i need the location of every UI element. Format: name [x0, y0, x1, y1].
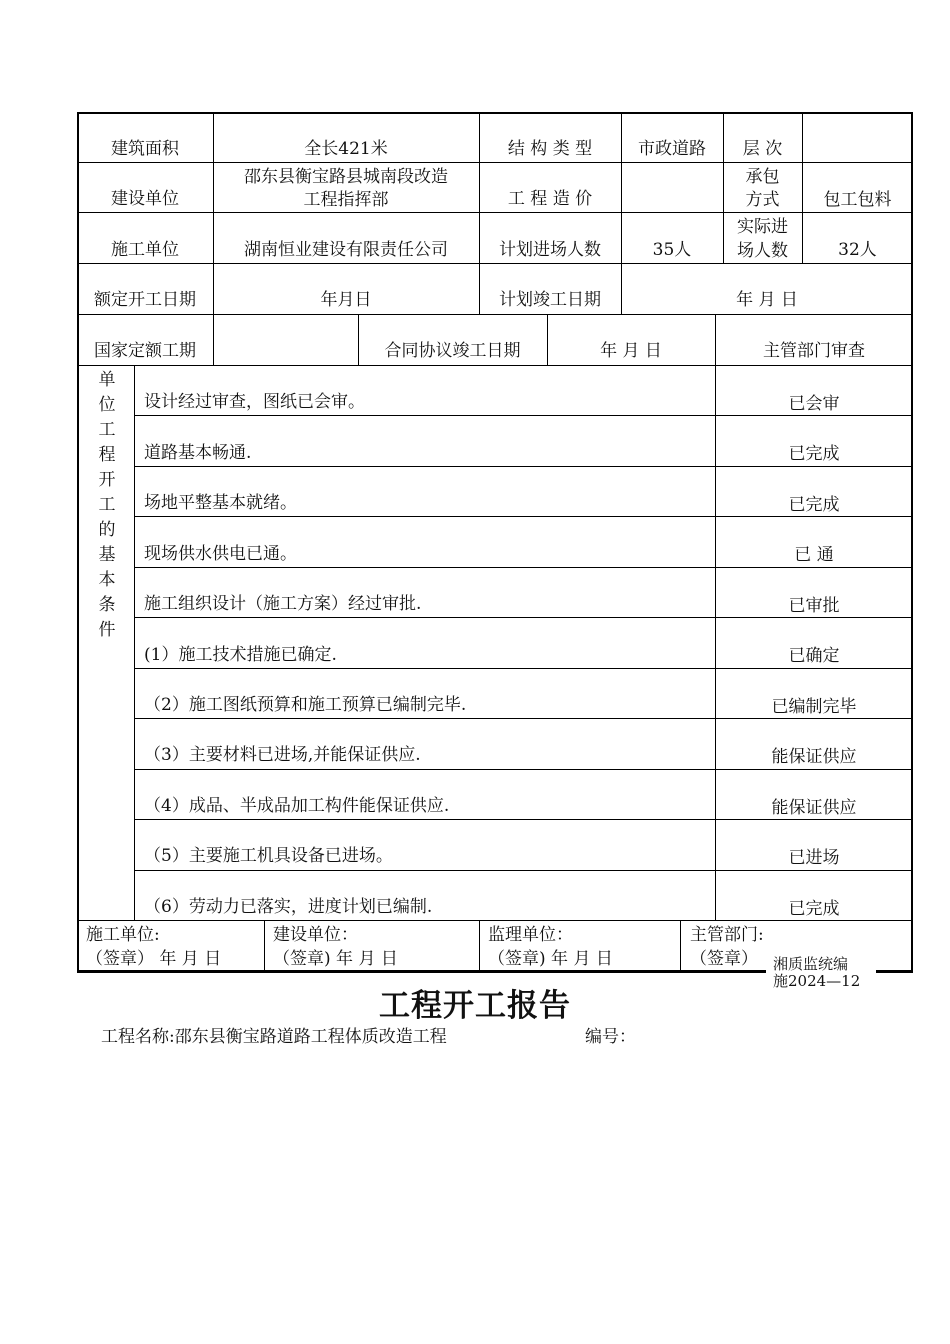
row-divider: [134, 819, 913, 820]
row-divider: [134, 567, 913, 568]
condition-status: 已编制完毕: [771, 697, 857, 717]
condition-text: （4）成品、半成品加工构件能保证供应.: [144, 796, 450, 816]
project-name: 工程名称:邵东县衡宝路道路工程体质改造工程: [101, 1027, 447, 1047]
conditions-label-char: 工: [98, 420, 116, 440]
condition-text: 场地平整基本就绪。: [144, 493, 297, 513]
condition-text: （3）主要材料已进场,并能保证供应.: [144, 745, 421, 765]
builder-value-line2: 工程指挥部: [303, 190, 389, 210]
actual-people-label-line2: 场人数: [737, 241, 788, 261]
builder-value-line1: 邵东县衡宝路县城南段改造: [244, 167, 448, 187]
conditions-label-char: 本: [98, 570, 116, 590]
conditions-label-char: 基: [98, 545, 116, 565]
form-code-line1: 湘质监统编: [773, 955, 849, 973]
condition-text: (1）施工技术措施已确定.: [144, 645, 337, 665]
builder-label: 建设单位: [111, 189, 179, 209]
conditions-label-char: 件: [98, 620, 116, 640]
authority-sign-label: 主管部门:: [690, 925, 764, 945]
row-divider: [77, 212, 913, 213]
col-divider: [680, 920, 681, 972]
condition-status: 已完成: [788, 495, 840, 515]
authority-sign-date: （签章）: [690, 949, 758, 969]
contract-finish-value: 年 月 日: [600, 341, 662, 361]
condition-status: 能保证供应: [771, 798, 857, 818]
condition-status: 已审批: [788, 596, 840, 616]
row-divider: [134, 466, 913, 467]
contractor-sign-date: （签章） 年 月 日: [86, 949, 222, 969]
row-divider: [77, 162, 913, 163]
builder-sign-label: 建设单位：: [273, 925, 358, 945]
row-divider: [134, 718, 913, 719]
contract-label-line2: 方式: [745, 190, 780, 210]
actual-people-value: 32人: [838, 240, 877, 260]
structure-label: 结 构 类 型: [507, 139, 593, 159]
contractor-sign-label: 施工单位:: [86, 925, 160, 945]
conditions-label-char: 程: [98, 445, 116, 465]
planned-finish-value: 年 月 日: [736, 290, 798, 310]
area-value: 全长421米: [304, 139, 388, 159]
contractor-label: 施工单位: [111, 240, 179, 260]
contract-finish-label: 合同协议竣工日期: [384, 341, 521, 361]
conditions-label: [97, 368, 117, 643]
condition-text: 现场供水供电已通。: [144, 544, 297, 564]
planned-people-label: 计划进场人数: [499, 240, 601, 260]
planned-finish-label: 计划竣工日期: [499, 290, 601, 310]
contractor-value: 湖南恒业建设有限责任公司: [244, 240, 448, 260]
row-divider: [77, 920, 913, 921]
rated-start-label: 额定开工日期: [94, 290, 196, 310]
structure-value: 市政道路: [638, 139, 706, 159]
conditions-label-char: 工: [98, 495, 116, 515]
national-period-label: 国家定额工期: [94, 341, 196, 361]
contract-label-line1: 承包: [745, 167, 780, 187]
condition-status: 已进场: [788, 848, 840, 868]
conditions-label-char: 开: [98, 470, 116, 490]
condition-text: （2）施工图纸预算和施工预算已编制完毕.: [144, 695, 467, 715]
conditions-label-char: 位: [98, 395, 116, 415]
report-title: 工程开工报告: [379, 988, 571, 1024]
row-divider: [134, 668, 913, 669]
form-code-line2: 施2024—12: [773, 972, 861, 990]
builder-sign-date: （签章) 年 月 日: [273, 949, 398, 969]
planned-people-value: 35人: [652, 240, 692, 260]
condition-status: 已完成: [788, 899, 840, 919]
condition-status: 已完成: [788, 444, 840, 464]
conditions-label-char: 条: [98, 595, 116, 615]
conditions-label-char: 单: [98, 370, 116, 390]
actual-people-label-line1: 实际进: [737, 217, 788, 237]
row-divider: [134, 769, 913, 770]
rated-start-value: 年月日: [320, 290, 372, 310]
report-number-label: 编号：: [585, 1027, 636, 1047]
col-divider: [264, 920, 265, 972]
row-divider: [134, 415, 913, 416]
row-divider: [77, 365, 913, 366]
review-header: 主管部门审查: [763, 341, 865, 361]
condition-status: 已 通: [794, 545, 834, 565]
floors-label: 层 次: [742, 139, 783, 159]
conditions-label-char: 的: [98, 520, 116, 540]
supervisor-sign-label: 监理单位：: [488, 925, 573, 945]
col-divider: [213, 314, 214, 365]
condition-text: （5）主要施工机具设备已进场。: [144, 846, 393, 866]
row-divider: [134, 617, 913, 618]
row-divider: [134, 870, 913, 871]
row-divider: [77, 263, 913, 264]
condition-text: 道路基本畅通.: [144, 443, 252, 463]
condition-status: 已确定: [788, 646, 840, 666]
row-divider: [134, 516, 913, 517]
col-divider: [134, 365, 135, 920]
area-label: 建筑面积: [111, 139, 179, 159]
row-divider: [77, 314, 913, 315]
cost-label: 工 程 造 价: [507, 189, 593, 209]
condition-status: 能保证供应: [771, 747, 857, 767]
supervisor-sign-date: （签章) 年 月 日: [488, 949, 613, 969]
condition-status: 已会审: [788, 394, 840, 414]
condition-text: 设计经过审查，图纸已会审。: [144, 392, 365, 412]
contract-value: 包工包料: [823, 190, 892, 210]
col-divider: [479, 920, 480, 972]
condition-text: 施工组织设计（施工方案）经过审批.: [144, 594, 422, 614]
condition-text: （6）劳动力已落实，进度计划已编制.: [144, 897, 433, 917]
